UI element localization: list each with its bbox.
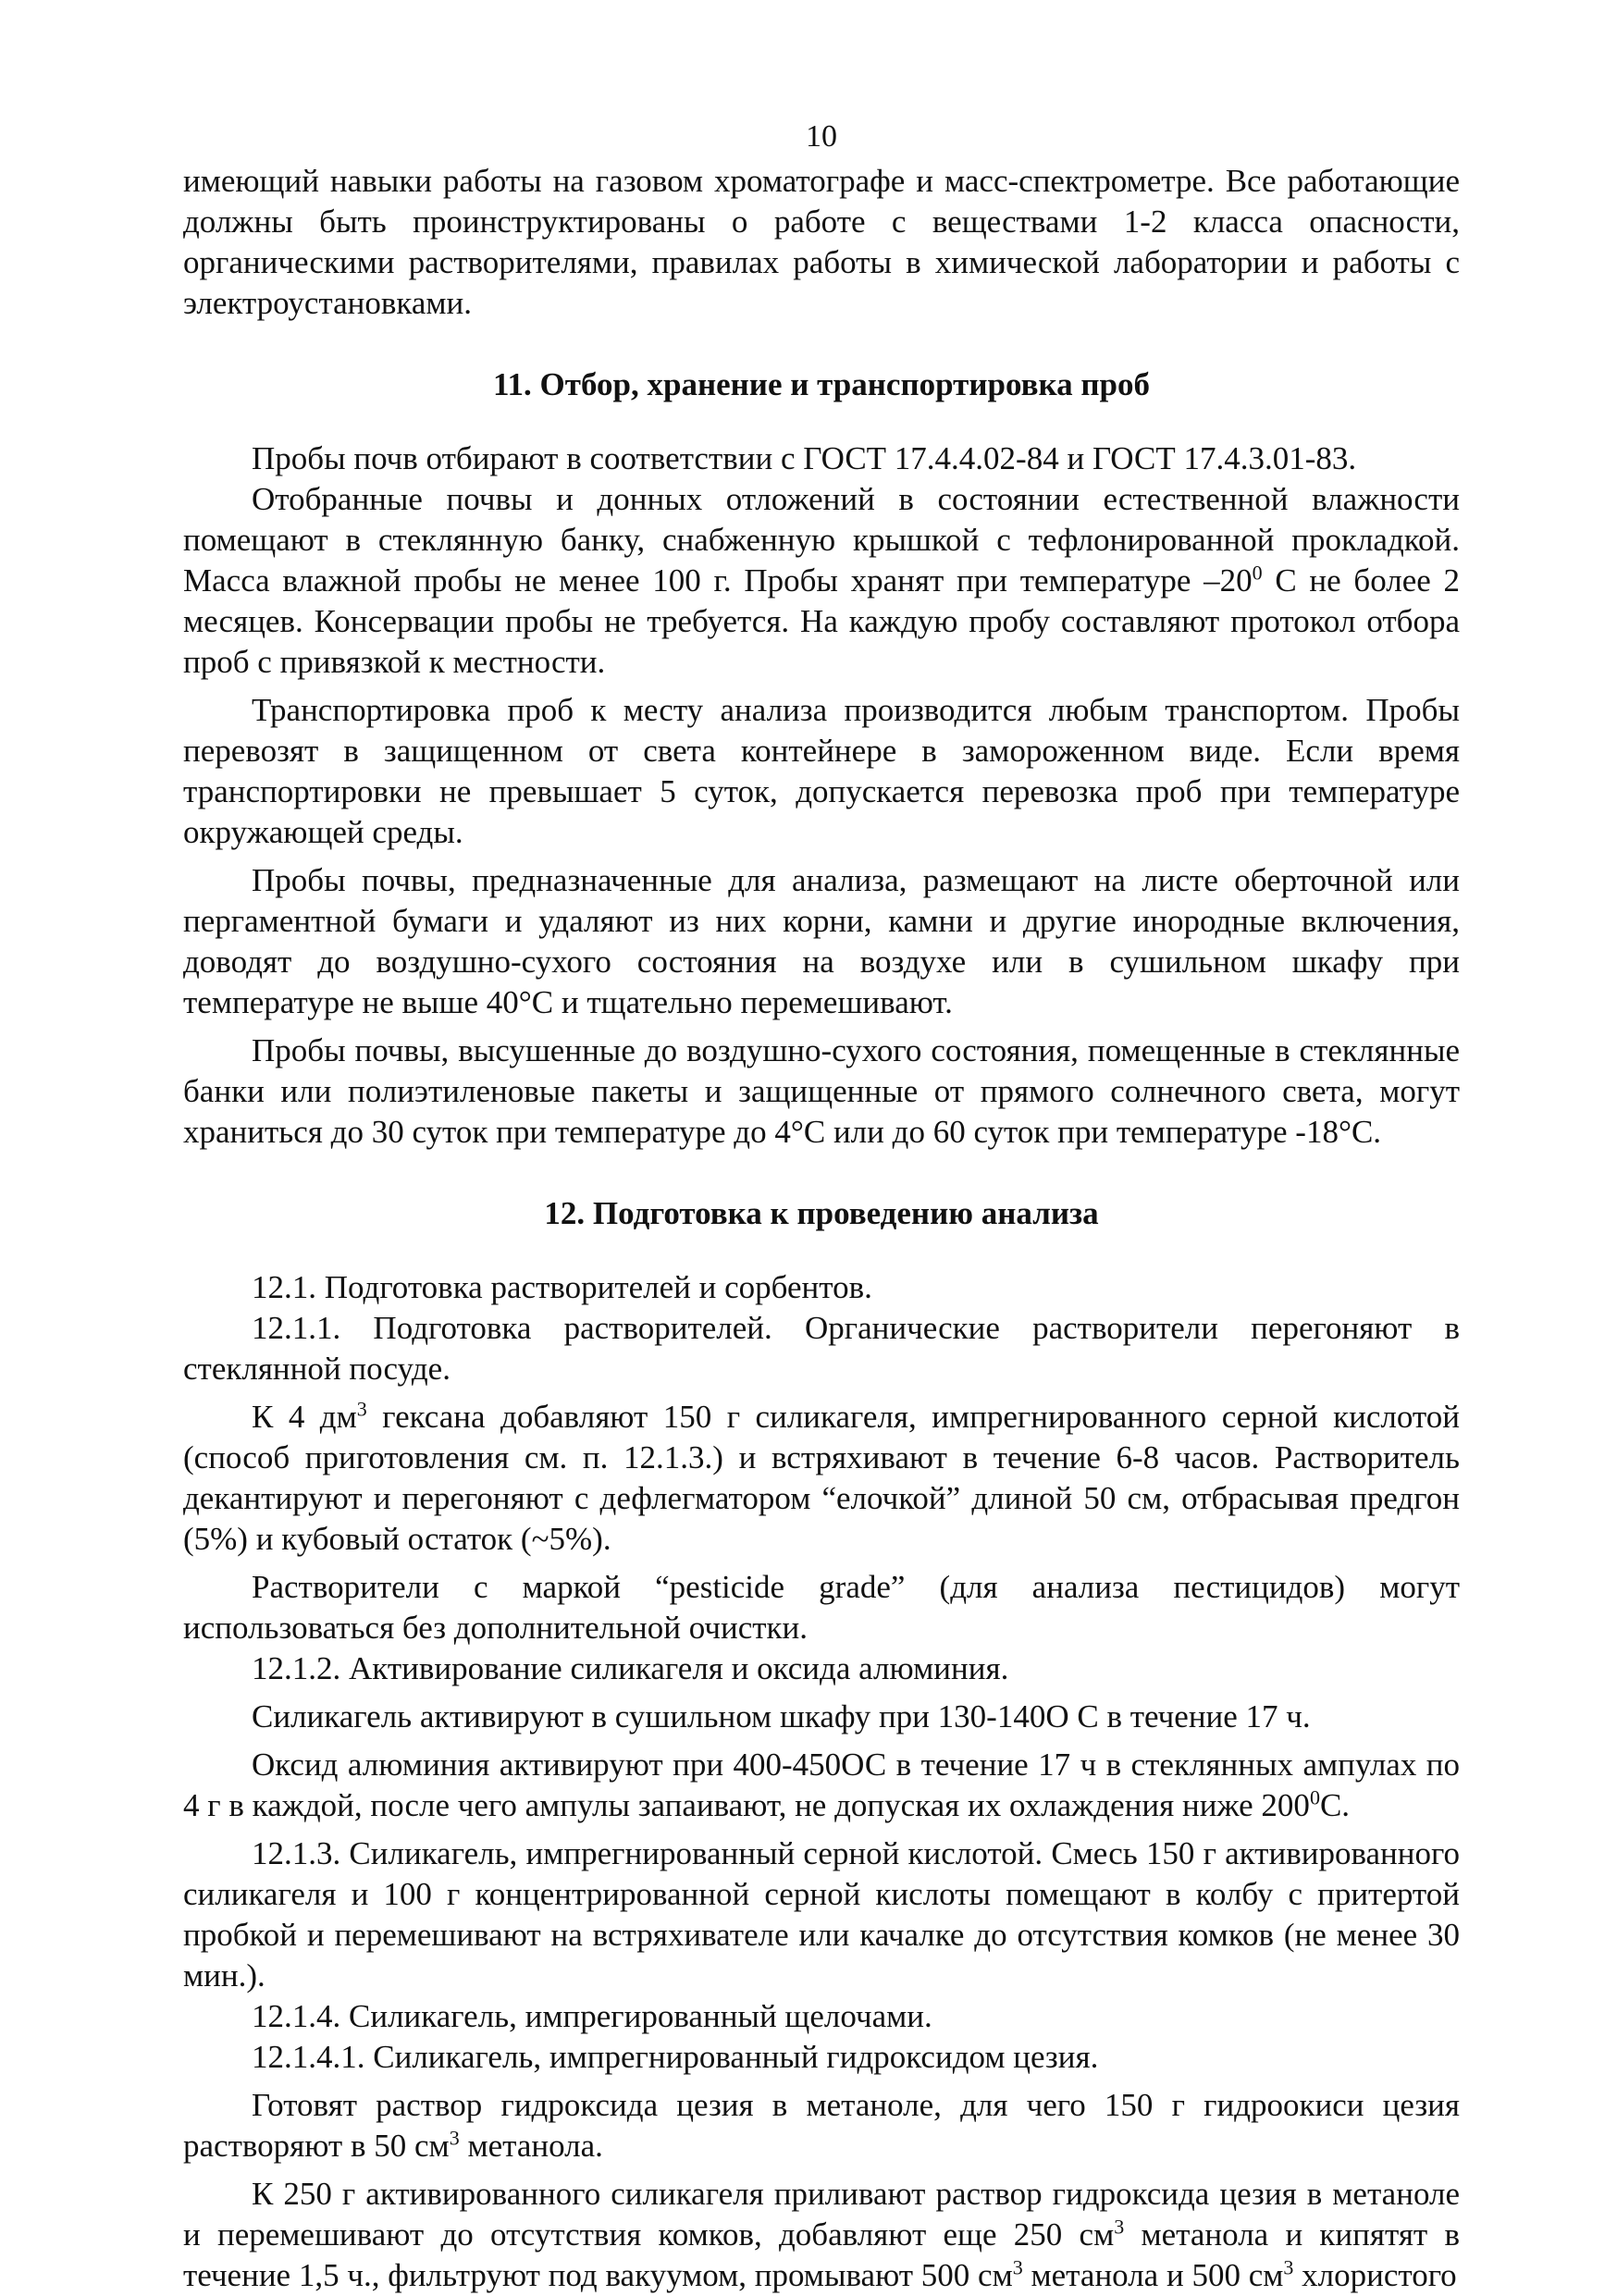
text-run: Оксид алюминия активируют при 400-450ОС в течение 17 ч в стеклянных ампулах по 4 г в каждой, после чего ампулы запаивают, не допуская их охлаждения ниже 200	[183, 1747, 1460, 1823]
superscript: 3	[449, 2126, 460, 2150]
section-12-heading: 12. Подготовка к проведению анализа	[544, 1195, 1099, 1231]
superscript: 3	[1114, 2215, 1125, 2239]
text-run: К 250 г активированного силикагеля приливают раствор гидроксида цезия в метаноле и перемешивают до отсутствия комков, добавляют еще 250 см	[183, 2176, 1460, 2253]
section-12-paragraph-8: 12.1.3. Силикагель, импрегнированный серной кислотой. Смесь 150 г активированного силикагеля и 100 г концентрированной серной кислоты помещают в колбу с притертой пробкой и перемешивают на встряхивателе или качалке до отсутствия комков (не менее 30 мин.).	[183, 1835, 1460, 1994]
section-12-paragraph-12	[183, 2174, 1460, 2296]
section-12-paragraph-6: Силикагель активируют в сушильном шкафу при 130-140О С в течение 17 ч.	[252, 1698, 1311, 1734]
section-11-paragraph-4: Пробы почвы, предназначенные для анализа, размещают на листе оберточной или пергаментной бумаги и удаляют из них корни, камни и другие инородные включения, доводят до воздушно-сухого состояния на воздухе или в сушильном шкафу при температуре не выше 40°С и тщательно перемешивают.	[183, 862, 1460, 1020]
text-run: С.	[1319, 1787, 1351, 1823]
section-11-paragraph-2	[183, 479, 1460, 683]
text-run: метанола.	[459, 2128, 603, 2164]
section-12-paragraph-5: 12.1.2. Активирование силикагеля и оксида алюминия.	[252, 1650, 1009, 1686]
text-run: метанола и кипятят в течение 1,5 ч., фильтруют под вакуумом, промывают 500 см	[183, 2216, 1461, 2293]
section-11-heading: 11. Отбор, хранение и транспортировка проб	[492, 366, 1150, 402]
text-run: метанола и 500 см	[1022, 2257, 1284, 2293]
section-11-paragraph-3: Транспортировка проб к месту анализа производится любым транспортом. Пробы перевозят в защищенном от света контейнере в замороженном виде. Если время транспортировки не превышает 5 суток, допускается перевозка проб при температуре окружающей среды.	[183, 692, 1460, 850]
document-page	[183, 118, 1460, 2296]
section-11-paragraph-5: Пробы почвы, высушенные до воздушно-сухого состояния, помещенные в стеклянные банки или полиэтиленовые пакеты и защищенные от прямого солнечного света, могут храниться до 30 суток при температуре до 4°С или до 60 суток при температуре -18°С.	[183, 1032, 1460, 1150]
section-12-paragraph-11	[183, 2085, 1460, 2166]
superscript: 0	[1309, 1785, 1320, 1809]
superscript: 3	[1283, 2255, 1294, 2279]
text-run: К 4 дм	[252, 1399, 357, 1435]
superscript: 0	[1252, 561, 1263, 585]
page-number: 10	[806, 119, 837, 154]
section-12-paragraph-9: 12.1.4. Силикагель, импрегированный щелочами.	[252, 1998, 932, 2034]
text-run: Отобранные почвы и донных отложений в состоянии естественной влажности помещают в стеклянную банку, снабженную крышкой с тефлонированной прокладкой. Масса влажной пробы не менее 100 г. Пробы хранят при температуре –20	[183, 481, 1460, 599]
section-12-paragraph-2: 12.1.1. Подготовка растворителей. Органические растворители перегоняют в стеклянной посуде.	[183, 1310, 1460, 1387]
section-11-paragraph-1: Пробы почв отбирают в соответствии с ГОСТ 17.4.4.02-84 и ГОСТ 17.4.3.01-83.	[252, 440, 1357, 476]
section-12-paragraph-10: 12.1.4.1. Силикагель, импрегнированный гидроксидом цезия.	[252, 2039, 1099, 2075]
section-12-paragraph-4: Растворители с маркой “pesticide grade” (для анализа пестицидов) могут использоваться без дополнительной очистки.	[183, 1569, 1460, 1646]
superscript: 3	[1012, 2255, 1023, 2279]
text-run: Готовят раствор гидроксида цезия в метаноле, для чего 150 г гидроокиси цезия растворяют в 50 см	[183, 2087, 1460, 2164]
text-run: С не более 2 месяцев. Консервации пробы не требуется. На каждую пробу составляют протокол отбора проб с привязкой к местности.	[183, 562, 1460, 680]
superscript: 3	[356, 1397, 367, 1421]
section-12-paragraph-1: 12.1. Подготовка растворителей и сорбентов.	[252, 1269, 872, 1305]
intro-paragraph: имеющий навыки работы на газовом хроматографе и масс-спектрометре. Все работающие должны быть проинструктированы о работе с веществами 1-2 класса опасности, органическими растворителями, правилах работы в химической лаборатории и работы с электроустановками.	[183, 163, 1460, 321]
text-run: хлористого	[1293, 2257, 1457, 2293]
section-12-paragraph-7	[183, 1745, 1460, 1826]
section-12-paragraph-3	[183, 1397, 1460, 1560]
text-run: гексана добавляют 150 г силикагеля, импрегнированного серной кислотой (способ приготовления см. п. 12.1.3.) и встряхивают в течение 6-8 часов. Растворитель декантируют и перегоняют с дефлегматором “елочкой” длиной 50 см, отбрасывая предгон (5%) и кубовый остаток (~5%).	[183, 1399, 1460, 1557]
